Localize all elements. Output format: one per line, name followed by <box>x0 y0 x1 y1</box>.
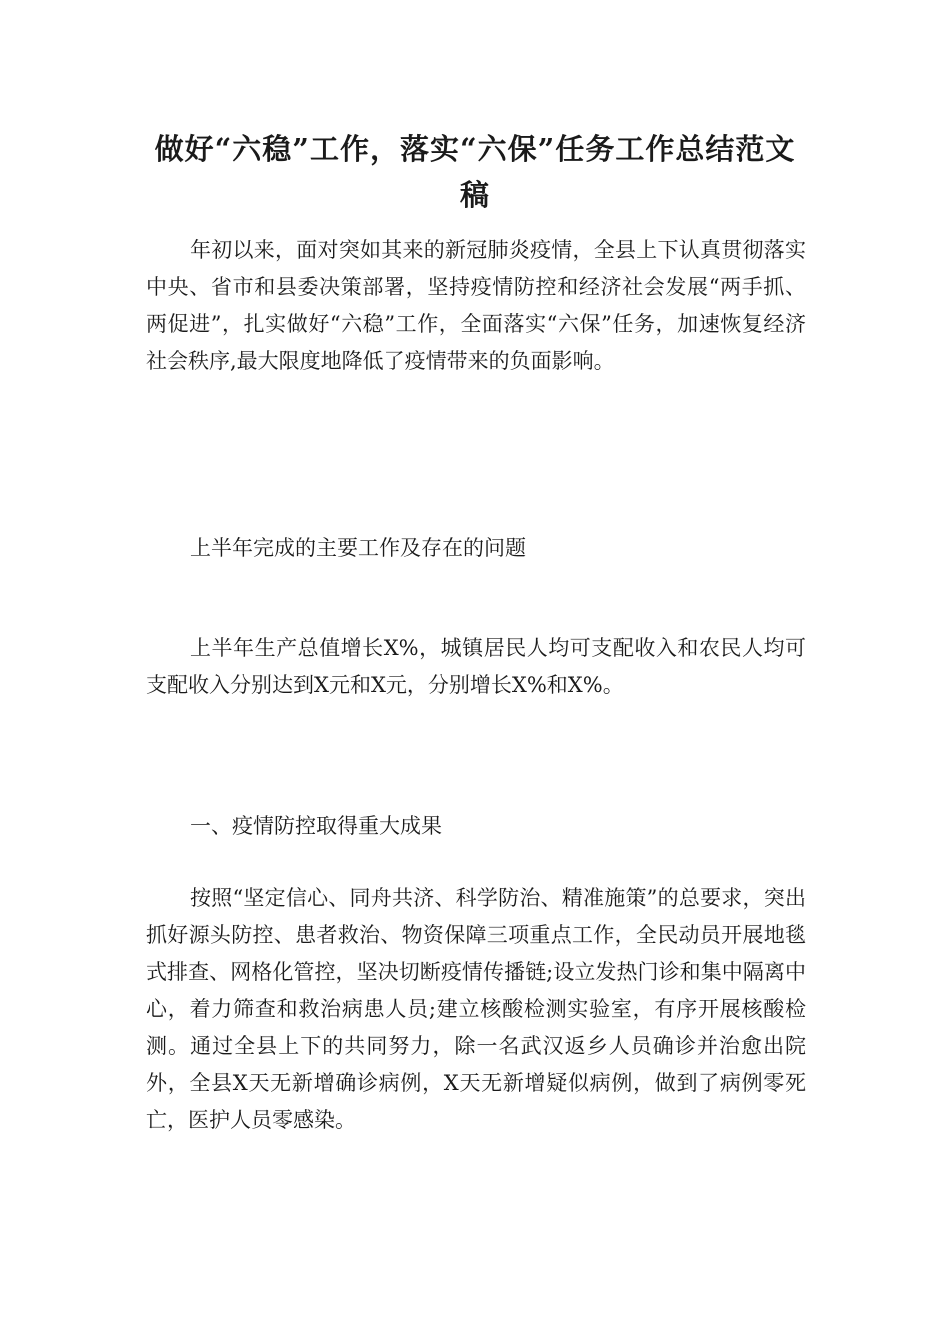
intro-paragraph: 年初以来，面对突如其来的新冠肺炎疫情，全县上下认真贯彻落实中央、省市和县委决策部署，坚持疫情防控和经济社会发展“两手抓、两促进”，扎实做好“六稳”工作，全面落实“六保”任务，加速恢复经济社会秩序,最大限度地降低了疫情带来的负面影响。 <box>146 238 806 373</box>
section-heading-epidemic: 一、疫情防控取得重大成果 <box>190 814 442 838</box>
section-heading-main: 上半年完成的主要工作及存在的问题 <box>190 536 526 560</box>
epidemic-paragraph: 按照“坚定信心、同舟共济、科学防治、精准施策”的总要求，突出抓好源头防控、患者救治、物资保障三项重点工作，全民动员开展地毯式排查、网格化管控，坚决切断疫情传播链;设立发热门诊和集中隔离中心，着力筛查和救治病患人员;建立核酸检测实验室，有序开展核酸检测。通过全县上下的共同努力，除一名武汉返乡人员确诊并治愈出院外，全县X天无新增确诊病例，X天无新增疑似病例，做到了病例零死亡，医护人员零感染。 <box>146 886 806 1132</box>
growth-paragraph: 上半年生产总值增长X%，城镇居民人均可支配收入和农民人均可支配收入分别达到X元和X元，分别增长X%和X%。 <box>146 636 806 697</box>
document-title: 做好“六稳”工作，落实“六保”任务工作总结范文稿 <box>154 132 796 212</box>
